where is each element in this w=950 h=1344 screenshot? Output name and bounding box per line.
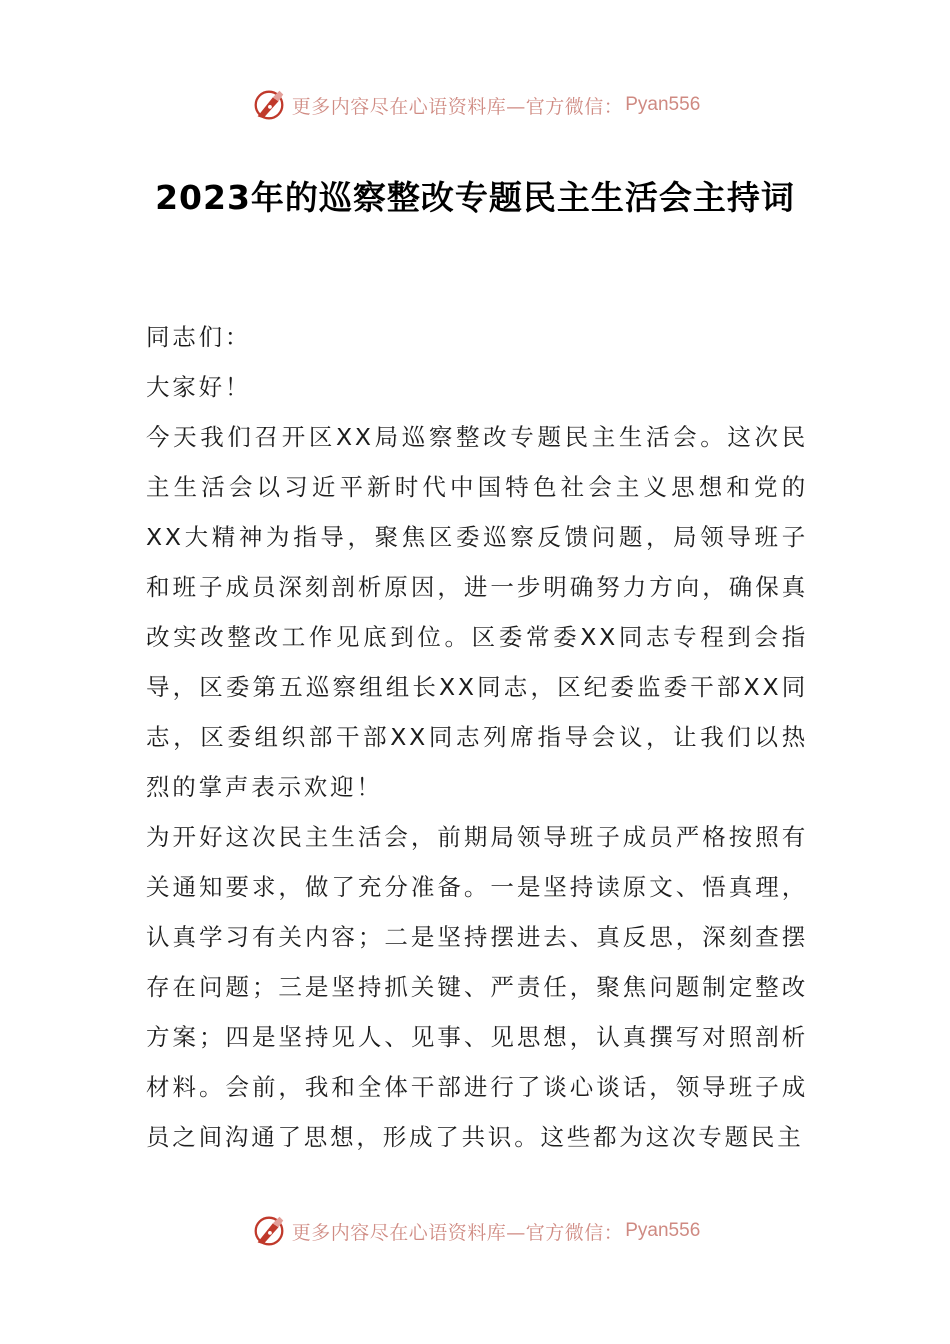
watermark-text: 更多内容尽在心语资料库—官方微信：: [291, 1221, 624, 1244]
document-body: [146, 312, 808, 1162]
document-title: 2023年的巡察整改专题民主生活会主持词: [155, 178, 795, 217]
body-paragraph: 今天我们召开区XX局巡察整改专题民主生活会。这次民主生活会以习近平新时代中国特色社会主义思想和党的XX大精神为指导，聚焦区委巡察反馈问题，局领导班子和班子成员深刻剖析原因，进一步明确努力方向，确保真改实改整改工作见底到位。区委常委XX同志专程到会指导，区委第五巡察组组长XX同志，区纪委监委干部XX同志，区委组织部干部XX同志列席指导会议，让我们以热烈的掌声表示欢迎！: [146, 423, 808, 801]
watermark-text: 更多内容尽在心语资料库—官方微信：: [291, 95, 624, 118]
body-paragraph: 为开好这次民主生活会，前期局领导班子成员严格按照有关通知要求，做了充分准备。一是坚持读原文、悟真理，认真学习有关内容；二是坚持摆进去、真反思，深刻查摆存在问题；三是坚持抓关键、严责任，聚焦问题制定整改方案；四是坚持见人、见事、见思想，认真撰写对照剖析材料。会前，我和全体干部进行了谈心谈话，领导班子成员之间沟通了思想，形成了共识。这些都为这次专题民主: [146, 823, 808, 1151]
watermark-wechat-id: Pyan556: [625, 1220, 701, 1241]
greeting: 大家好！: [146, 373, 252, 401]
watermark-footer: [0, 1212, 950, 1250]
watermark-header: [0, 86, 950, 124]
salutation: 同志们：: [146, 323, 252, 351]
pen-nib-logo-icon: [250, 1212, 288, 1250]
watermark-wechat-id: Pyan556: [625, 94, 701, 115]
pen-nib-logo-icon: [250, 86, 288, 124]
